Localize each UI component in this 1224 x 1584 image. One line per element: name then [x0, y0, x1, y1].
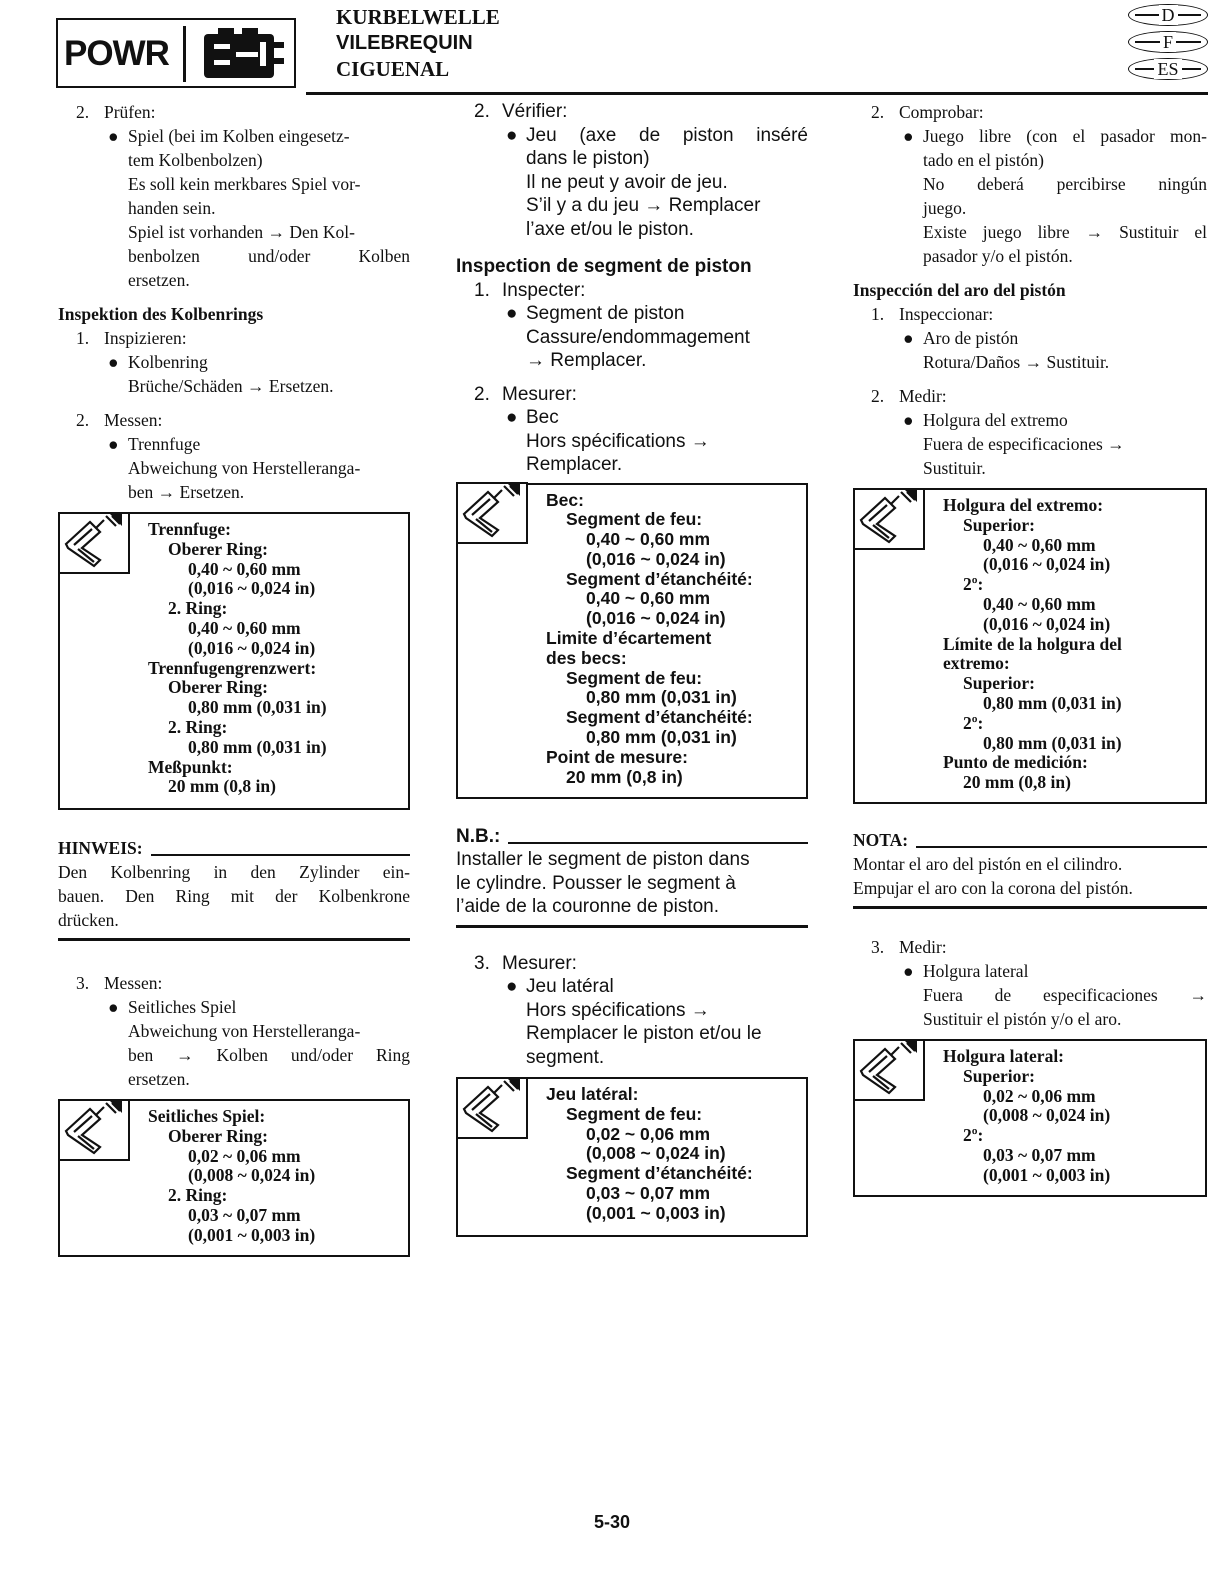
spec-line: (0,016 ~ 0,024 in) [983, 613, 1111, 634]
step-measure: 2. Mesurer: [474, 383, 577, 405]
spec-line: 20 mm (0,8 in) [168, 776, 276, 797]
spec-line: 0,40 ~ 0,60 mm [188, 558, 301, 579]
spec-line: 2. Ring: [168, 716, 228, 737]
spec-line: Segment de feu: [566, 667, 703, 688]
bullet-item: ● Juego libre (con el pasador mon- [903, 126, 1207, 146]
spec-line: (0,008 ~ 0,024 in) [983, 1105, 1111, 1126]
header-rule [306, 92, 1208, 95]
spec-line: Superior: [963, 1065, 1035, 1086]
spec-line: 0,80 mm (0,031 in) [983, 732, 1122, 753]
spec-line: (0,001 ~ 0,003 in) [188, 1224, 316, 1245]
lang-badge-es: ES [1128, 58, 1208, 80]
step-text: Hors spécifications → Remplacer. [526, 430, 710, 475]
spec-line: 2º: [963, 1125, 984, 1146]
caliper-icon [456, 1077, 528, 1139]
spec-line: Punto de medición: [943, 752, 1088, 773]
spec-line: Oberer Ring: [168, 677, 268, 698]
spec-line: Jeu latéral: [546, 1084, 639, 1104]
bullet-item: ● Jeu (axe de piston inséré [506, 124, 808, 146]
step-text: Abweichung von Herstelleranga- ben → Ersetzen. [128, 458, 361, 502]
page-number: 5-30 [593, 1512, 631, 1532]
bullet-item: ● Segment de piston [506, 303, 685, 324]
bullet-item: ● Trennfuge [108, 434, 201, 454]
spec-line: Superior: [963, 673, 1035, 694]
step-text: Rotura/Daños → Sustituir. [923, 352, 1110, 372]
bullet-item: ● Bec [506, 407, 559, 428]
column-french [456, 100, 808, 1237]
engine-icon [200, 28, 286, 87]
spec-line: 0,80 mm (0,031 in) [188, 697, 327, 718]
bullet-item: ● Kolbenring [108, 352, 208, 372]
spec-line: Límite de la holgura del [943, 633, 1122, 654]
spec-line: 0,40 ~ 0,60 mm [983, 593, 1096, 614]
step-measure: 3. Messen: [76, 973, 163, 993]
section-heading: Inspección del aro del pistón [853, 280, 1066, 300]
caliper-icon [456, 482, 528, 544]
spec-line: 0,02 ~ 0,06 mm [586, 1123, 711, 1144]
spec-line: (0,016 ~ 0,024 in) [188, 578, 316, 599]
spec-line: Segment de feu: [566, 509, 703, 530]
spec-line: (0,016 ~ 0,024 in) [586, 608, 726, 629]
step-text: Fuera de especificaciones → Sustituir el pistón y/o el aro. [923, 985, 1207, 1029]
spec-box [456, 483, 808, 799]
spec-box [58, 1099, 410, 1257]
spec-line: 0,40 ~ 0,60 mm [586, 588, 711, 609]
spec-line: Meßpunkt: [148, 756, 233, 777]
spec-line: 0,02 ~ 0,06 mm [188, 1145, 301, 1166]
title-de: KURBELWELLE [336, 5, 500, 29]
note-title: HINWEIS: [58, 836, 410, 860]
spec-box [456, 1077, 808, 1237]
spec-line: Oberer Ring: [168, 1125, 268, 1146]
step-text: Abweichung von Herstelleranga- ben → Kolben und/oder Ring ersetzen. [128, 1021, 410, 1089]
step-inspect: 1. Inspizieren: [76, 328, 187, 348]
spec-line: Limite d’écartement [546, 628, 712, 649]
step-measure: 3. Mesurer: [474, 952, 577, 974]
spec-line: (0,016 ~ 0,024 in) [983, 554, 1111, 575]
note-title: NOTA: [853, 828, 1207, 852]
spec-line: Superior: [963, 514, 1035, 535]
spec-line: (0,016 ~ 0,024 in) [188, 637, 316, 658]
page-titles [336, 4, 500, 82]
spec-line: Trennfugengrenzwert: [148, 657, 317, 678]
bullet-item: ● Holgura lateral [903, 961, 1029, 981]
step-check: 2. Comprobar: [871, 102, 984, 122]
step-text: Hors spécifications → Remplacer le piston et/ou le segment. [526, 999, 762, 1068]
spec-box [58, 512, 410, 810]
step-text: tem Kolbenbolzen) Es soll kein merkbares Spiel vor- handen sein. Spiel ist vorhanden → Den Kol- benbolzen und/oder Kolben ersetzen. [128, 150, 410, 290]
spec-line: 0,40 ~ 0,60 mm [586, 529, 711, 550]
caliper-icon [853, 1039, 925, 1101]
step-measure: 2. Messen: [76, 410, 163, 430]
spec-line: Oberer Ring: [168, 538, 268, 559]
caliper-icon [853, 488, 925, 550]
bullet-item: ● Seitliches Spiel [108, 997, 237, 1017]
spec-line: 0,40 ~ 0,60 mm [983, 534, 1096, 555]
step-measure: 2. Medir: [871, 386, 947, 406]
lang-badge-d: D [1128, 4, 1208, 26]
step-text: Cassure/endommagement → Remplacer. [526, 326, 750, 371]
step-text: dans le piston) Il ne peut y avoir de jeu. S’il y a du jeu → Remplacer l’axe et/ou le piston. [526, 148, 761, 240]
column-german [58, 100, 410, 1257]
note-body: Den Kolbenring in den Zylinder ein- bauen. Den Ring mit der Kolbenkrone drücken. [58, 862, 410, 930]
spec-line: Trennfuge: [148, 519, 231, 539]
spec-line: Segment d’étanchéité: [566, 1163, 753, 1184]
spec-line: 2. Ring: [168, 1185, 228, 1206]
spec-line: 0,40 ~ 0,60 mm [188, 617, 301, 638]
spec-line: 2. Ring: [168, 598, 228, 619]
spec-line: Bec: [546, 489, 584, 510]
spec-line: 0,03 ~ 0,07 mm [188, 1204, 301, 1225]
spec-line: 0,80 mm (0,031 in) [983, 692, 1122, 713]
spec-line: Holgura del extremo: [943, 495, 1104, 515]
step-text: Brüche/Schäden → Ersetzen. [128, 376, 334, 396]
note-body: Montar el aro del pistón en el cilindro. Empujar el aro con la corona del pistón. [853, 854, 1133, 898]
step-inspect: 1. Inspeccionar: [871, 304, 994, 324]
step-measure: 3. Medir: [871, 937, 947, 957]
spec-line: (0,008 ~ 0,024 in) [586, 1143, 726, 1164]
caliper-icon [58, 512, 130, 574]
spec-line: 0,80 mm (0,031 in) [586, 687, 737, 708]
spec-line: (0,001 ~ 0,003 in) [983, 1164, 1111, 1185]
spec-line: 20 mm (0,8 in) [566, 766, 683, 787]
spec-line: (0,016 ~ 0,024 in) [586, 548, 726, 569]
bullet-item: ● Spiel (bei im Kolben eingesetz- [108, 126, 350, 146]
title-es: CIGUENAL [336, 57, 450, 81]
spec-line: Holgura lateral: [943, 1046, 1065, 1066]
spec-line: 2º: [963, 574, 984, 595]
step-check: 2. Prüfen: [76, 102, 156, 122]
spec-line: 20 mm (0,8 in) [963, 772, 1071, 793]
title-fr: VILEBREQUIN [336, 32, 473, 54]
spec-line: 0,03 ~ 0,07 mm [983, 1144, 1096, 1165]
note-body: Installer le segment de piston dans le cylindre. Pousser le segment à l’aide de la couronne de piston. [456, 849, 750, 917]
spec-box [853, 1039, 1207, 1197]
spec-line: Segment d’étanchéité: [566, 568, 753, 589]
step-text: Fuera de especificaciones → Sustituir. [923, 434, 1125, 478]
section-heading: Inspection de segment de piston [456, 256, 752, 277]
spec-line: 0,80 mm (0,031 in) [188, 736, 327, 757]
spec-line: extremo: [943, 653, 1010, 674]
spec-line: 0,03 ~ 0,07 mm [586, 1182, 711, 1203]
column-spanish [853, 100, 1207, 1197]
section-code: POWR [62, 26, 186, 82]
spec-line: Segment de feu: [566, 1103, 703, 1124]
spec-line: 2º: [963, 712, 984, 733]
step-check: 2. Vérifier: [474, 101, 568, 122]
step-text: tado en el pistón) No deberá percibirse ningún juego. Existe juego libre → Sustituir el pasador y/o el pistón. [923, 150, 1207, 266]
spec-line: Segment d’étanchéité: [566, 707, 753, 728]
section-badge [56, 18, 296, 88]
spec-box [853, 488, 1207, 804]
spec-line: (0,001 ~ 0,003 in) [586, 1202, 726, 1223]
note-title: N.B.: [456, 825, 808, 849]
bullet-item: ● Aro de pistón [903, 328, 1019, 348]
bullet-item: ● Jeu latéral [506, 976, 614, 997]
caliper-icon [58, 1099, 130, 1161]
spec-line: 0,80 mm (0,031 in) [586, 727, 737, 748]
spec-line: Seitliches Spiel: [148, 1106, 266, 1126]
bullet-item: ● Holgura del extremo [903, 410, 1068, 430]
spec-line: (0,008 ~ 0,024 in) [188, 1165, 316, 1186]
spec-line: Point de mesure: [546, 746, 688, 767]
step-inspect: 1. Inspecter: [474, 279, 586, 301]
language-badges [1128, 4, 1208, 85]
spec-line: 0,02 ~ 0,06 mm [983, 1085, 1096, 1106]
spec-line: des becs: [546, 647, 627, 668]
lang-badge-f: F [1128, 31, 1208, 53]
section-heading: Inspektion des Kolbenrings [58, 304, 264, 324]
